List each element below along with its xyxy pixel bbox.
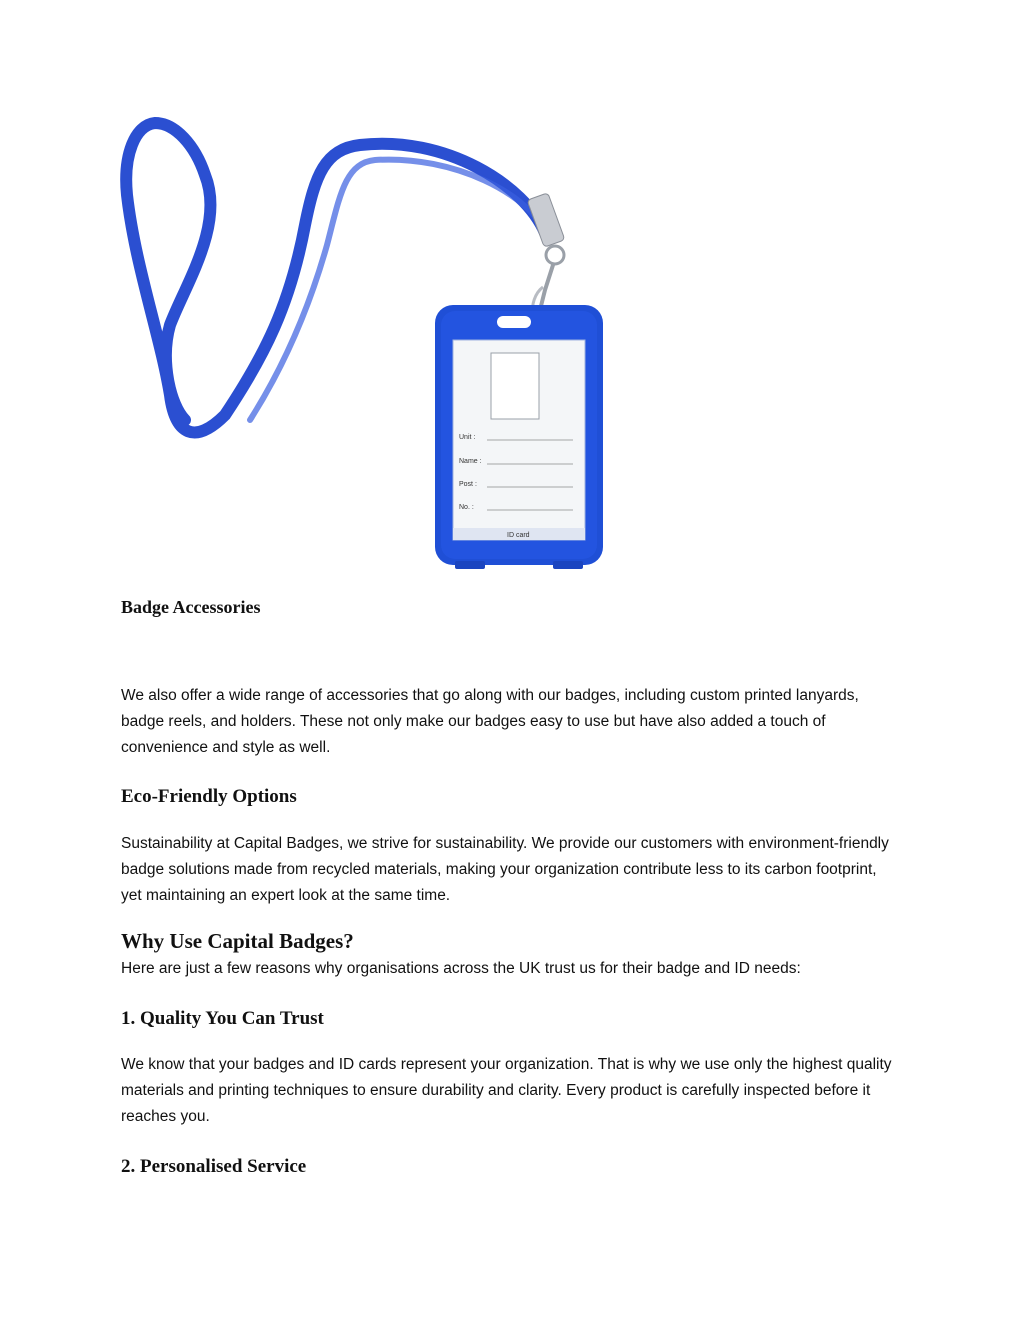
lanyard-id-holder-image [115, 115, 615, 575]
eco-friendly-text: Sustainability at Capital Badges, we strive for sustainability. We provide our customers with environment-friendly badge solutions made from recycled materials, making your organization contribute less to its carbon footprint, yet maintaining an expert look at the same time. [121, 835, 889, 904]
why-use-text: Here are just a few reasons why organisations across the UK trust us for their badge and ID needs: [121, 960, 801, 977]
quality-text: We know that your badges and ID cards represent your organization. That is why we use only the highest quality materials and printing techniques to ensure durability and clarity. Every product is carefully inspected before it reaches you. [121, 1056, 892, 1125]
card-field-name: Name : [459, 458, 482, 465]
quality-heading: 1. Quality You Can Trust [121, 1008, 324, 1029]
personalised-service-heading: 2. Personalised Service [121, 1156, 307, 1177]
card-footer-label: ID card [507, 532, 530, 539]
lanyard-illustration [115, 115, 615, 575]
card-field-post: Post : [459, 481, 477, 488]
card-field-no: No. : [459, 504, 474, 511]
why-use-heading: Why Use Capital Badges? [121, 929, 354, 953]
badge-accessories-heading: Badge Accessories [121, 597, 261, 617]
card-field-unit: Unit : [459, 434, 476, 441]
eco-friendly-heading: Eco-Friendly Options [121, 786, 297, 807]
badge-accessories-text: We also offer a wide range of accessories that go along with our badges, including custom printed lanyards, badge reels, and holders. These not only make our badges easy to use but have also added a touch of convenience and style as well. [121, 687, 859, 756]
